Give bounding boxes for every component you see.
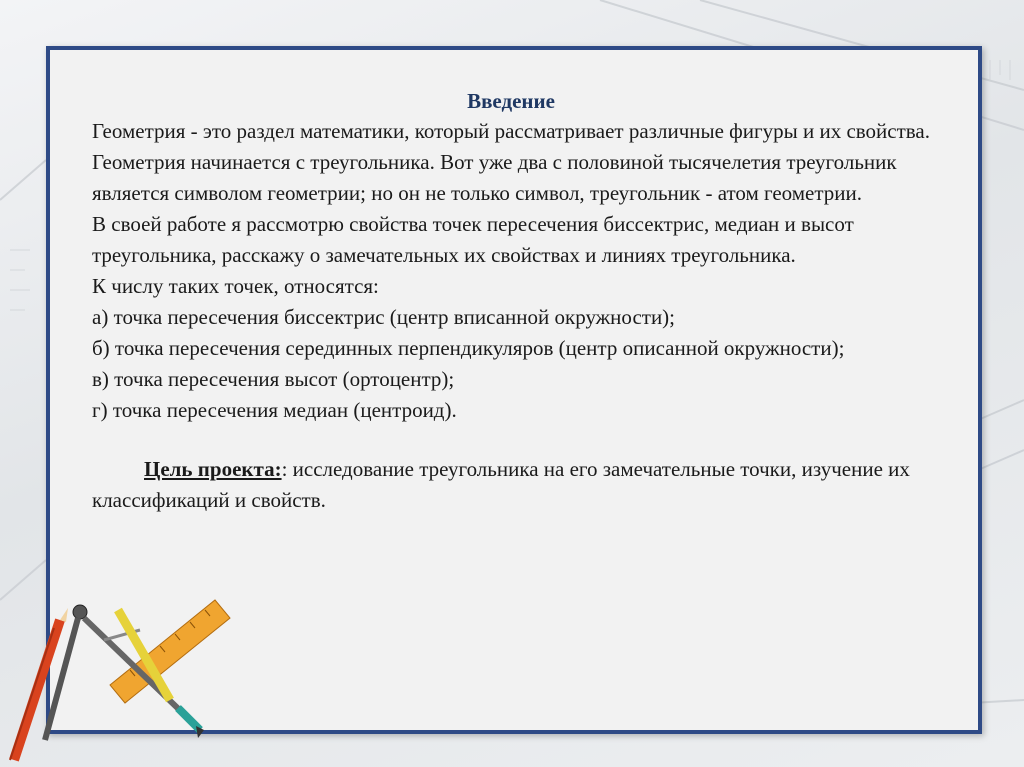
compass-icon bbox=[45, 605, 204, 740]
list-item-v: в) точка пересечения высот (ортоцентр); bbox=[92, 367, 455, 391]
list-item-g: г) точка пересечения медиан (центроид). bbox=[92, 398, 457, 422]
slide-content bbox=[92, 86, 942, 516]
list-item-a: а) точка пересечения биссектрис (центр вписанной окружности); bbox=[92, 305, 676, 329]
paragraph-work: В своей работе я рассмотрю свойства точек пересечения биссектрис, медиан и высот треугольника, расскажу о замечательных их свойствах и линиях треугольника. bbox=[92, 212, 854, 267]
slide-title: Введение bbox=[467, 89, 555, 113]
project-goal-label: Цель проекта: bbox=[144, 457, 282, 481]
paragraph-intro: Геометрия - это раздел математики, который рассматривает различные фигуры и их свойства. Геометрия начинается с треугольника. Вот уже два с половиной тысячелетия треугольник является символом геометрии; но он не только символ, треугольник - атом геометрии. bbox=[92, 119, 931, 205]
ruler-icon bbox=[110, 600, 230, 703]
drafting-tools-illustration bbox=[0, 590, 240, 767]
list-item-b: б) точка пересечения серединных перпендикуляров (центр описанной окружности); bbox=[92, 336, 845, 360]
project-goal-text: : исследование треугольника на его замечательные точки, изучение их классификаций и свойств. bbox=[92, 457, 910, 512]
project-goal bbox=[92, 454, 942, 516]
paragraph-points-intro: К числу таких точек, относятся: bbox=[92, 274, 379, 298]
